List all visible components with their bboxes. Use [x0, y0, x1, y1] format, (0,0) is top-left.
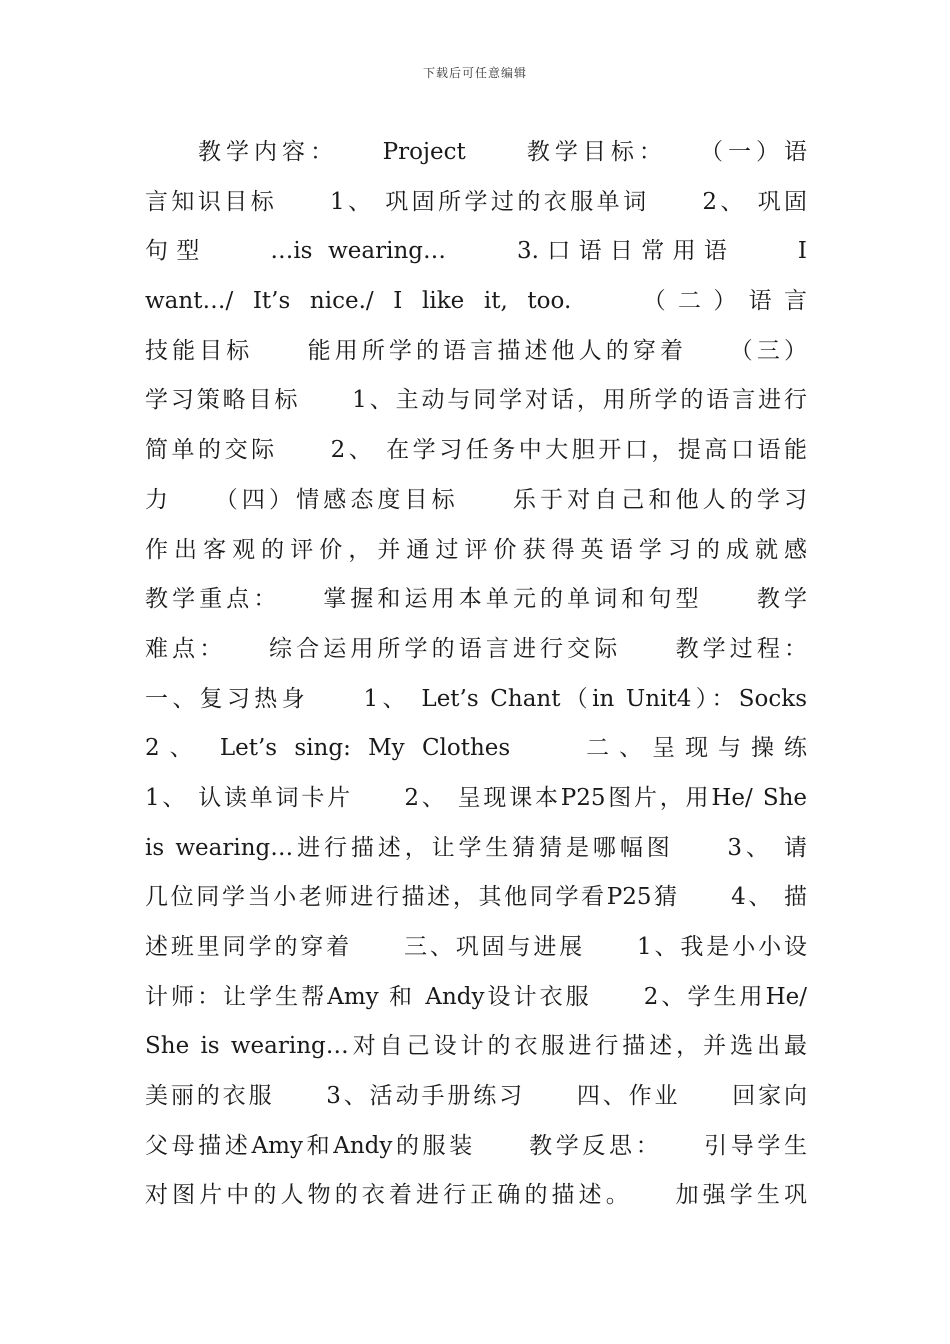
text-line: 2、 Let’s sing: My Clothes 二、呈现与操练 — [145, 735, 807, 762]
text-line: want…/ It’s nice./ I like it, too. （二）语言 — [145, 288, 807, 315]
text-line: 对图片中的人物的衣着进行正确的描述。 加强学生巩 — [145, 1182, 807, 1209]
text-line: 教学重点： 掌握和运用本单元的单词和句型 教学 — [145, 586, 807, 613]
text-line: 1、 认读单词卡片 2、 呈现课本P25图片，用He/ She — [145, 784, 807, 811]
text-line: 父母描述Amy和Andy的服装 教学反思： 引导学生 — [145, 1132, 807, 1159]
text-line: 难点： 综合运用所学的语言进行交际 教学过程： — [145, 635, 807, 662]
text-line: 述班里同学的穿着 三、巩固与进展 1、我是小小设 — [145, 934, 807, 960]
text-line: 学习策略目标 1、主动与同学对话，用所学的语言进行 — [145, 387, 807, 414]
text-line: She is wearing…对自己设计的衣服进行描述，并选出最 — [145, 1033, 807, 1060]
text-line: 美丽的衣服 3、活动手册练习 四、作业 回家向 — [145, 1083, 807, 1110]
text-line: 计师：让学生帮Amy 和 Andy设计衣服 2、学生用He/ — [145, 983, 807, 1010]
text-line: 句型 …is wearing… 3.口语日常用语 I — [145, 238, 807, 265]
document-body — [145, 128, 807, 1221]
text-line: 几位同学当小老师进行描述，其他同学看P25猜 4、 描 — [145, 884, 807, 911]
text-line: 言知识目标 1、 巩固所学过的衣服单词 2、 巩固 — [145, 188, 807, 215]
text-line: 教学内容： Project 教学目标： （一）语 — [198, 139, 807, 165]
text-line: 作出客观的评价，并通过评价获得英语学习的成就感 — [145, 536, 807, 563]
text-line: is wearing…进行描述，让学生猜猜是哪幅图 3、 请 — [145, 834, 807, 861]
page-header: 下载后可任意编辑 — [422, 66, 527, 80]
text-line: 简单的交际 2、 在学习任务中大胆开口，提高口语能 — [145, 437, 807, 464]
text-line: 一、复习热身 1、 Let’s Chant（in Unit4）：Socks — [145, 685, 807, 712]
text-line: 技能目标 能用所学的语言描述他人的穿着 （三） — [145, 337, 807, 364]
text-line: 力 （四）情感态度目标 乐于对自己和他人的学习 — [145, 486, 807, 513]
